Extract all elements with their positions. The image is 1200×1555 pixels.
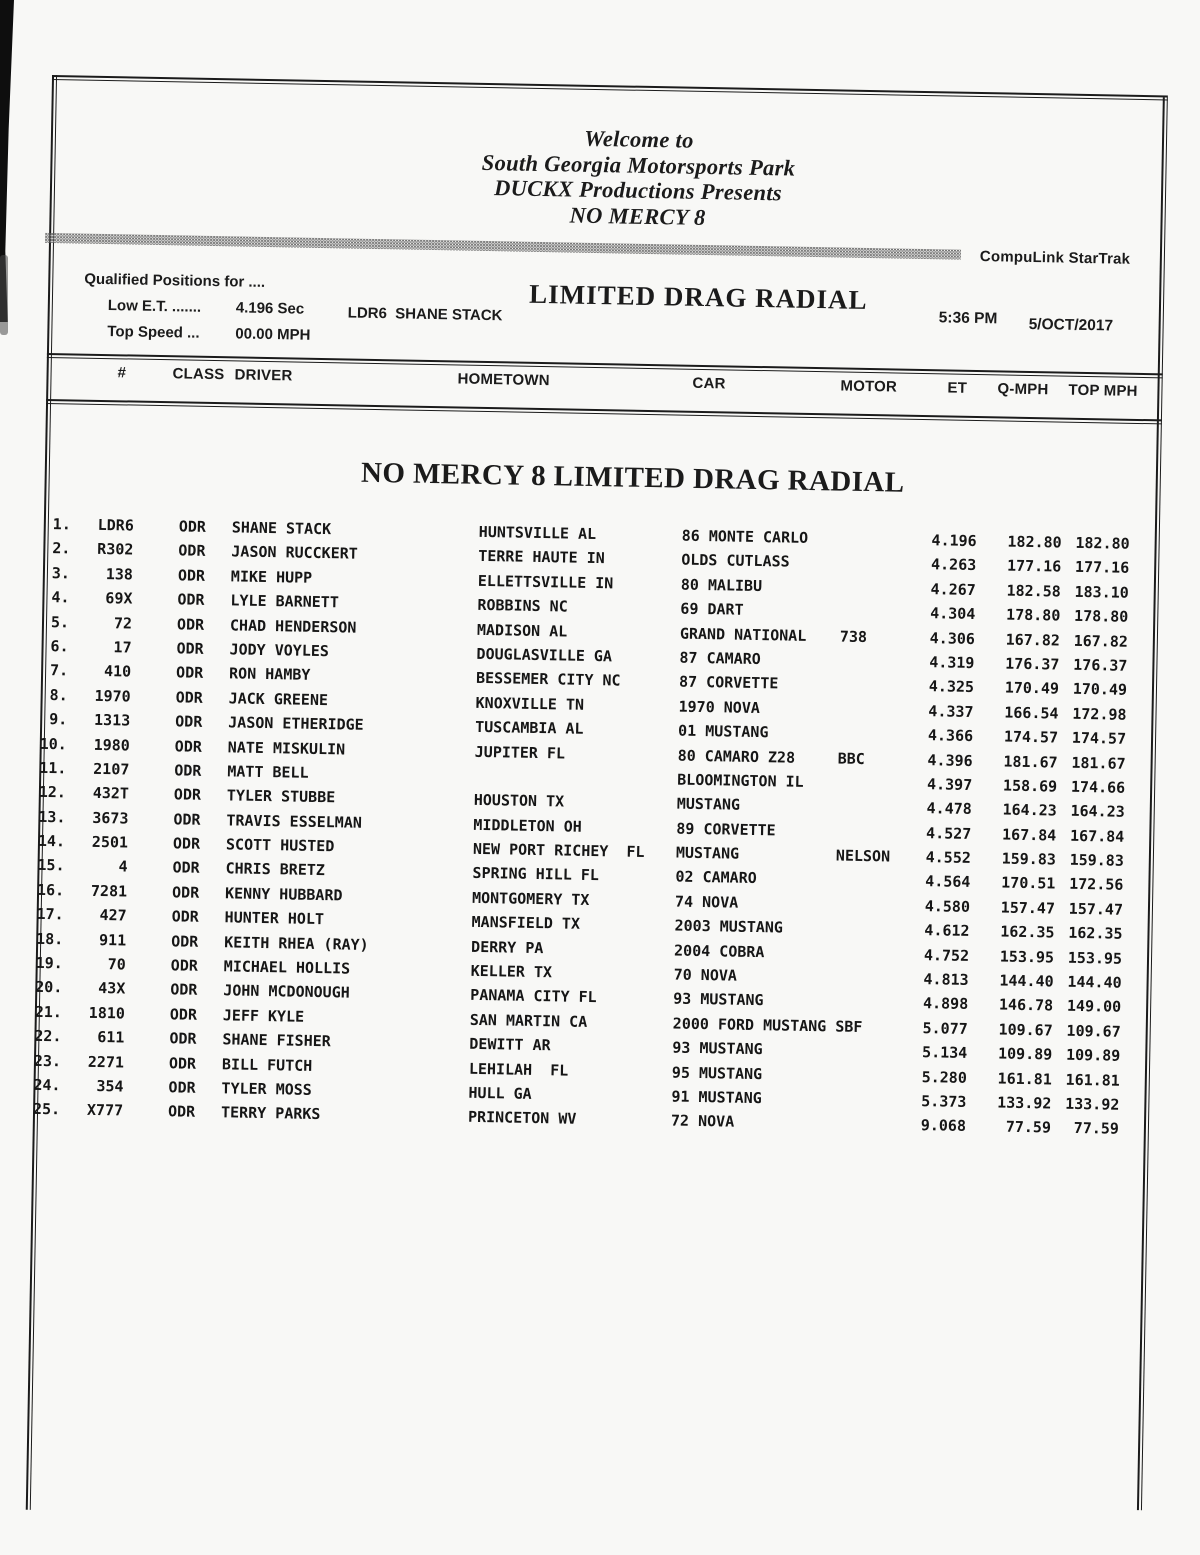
- cell-driver: JOHN MCDONOUGH: [223, 981, 350, 1003]
- cell-position: 19.: [35, 953, 63, 973]
- cell-topmph: 183.10: [1074, 582, 1129, 602]
- cell-car: 86 MONTE CARLO: [681, 526, 809, 547]
- cell-topmph: 161.81: [1065, 1070, 1120, 1090]
- cell-car-number: 354: [96, 1076, 124, 1096]
- cell-qmph: 77.59: [1005, 1118, 1052, 1137]
- cell-motor: 738: [839, 627, 868, 646]
- cell-class: ODR: [175, 688, 203, 707]
- cell-car: GRAND NATIONAL: [679, 624, 807, 645]
- cell-car-number: 72: [113, 613, 133, 633]
- cell-class: ODR: [178, 517, 207, 536]
- cell-position: 17.: [36, 905, 64, 924]
- cell-car-number: 1970: [94, 686, 131, 706]
- cell-class: ODR: [173, 785, 202, 805]
- top-speed-label: Top Speed ...: [107, 323, 200, 342]
- cell-topmph: 109.67: [1066, 1021, 1121, 1041]
- column-header-hometown: HOMETOWN: [457, 370, 550, 390]
- cell-hometown: HOUSTON TX: [473, 791, 565, 811]
- cell-position: 16.: [36, 880, 65, 900]
- cell-driver: RON HAMBY: [228, 664, 311, 685]
- cell-hometown: KELLER TX: [470, 961, 553, 982]
- cell-hometown: KNOXVILLE TN: [475, 693, 585, 714]
- cell-class: ODR: [175, 712, 203, 731]
- cell-topmph: 159.83: [1069, 850, 1124, 870]
- cell-car-number: 3673: [92, 808, 129, 828]
- cell-hometown: PANAMA CITY FL: [470, 986, 597, 1007]
- cell-qmph: 181.67: [1003, 752, 1058, 772]
- print-time: 5:36 PM: [938, 309, 998, 328]
- cell-class: ODR: [169, 1005, 198, 1024]
- cell-position: 4.: [51, 588, 70, 607]
- cell-car: 80 MALIBU: [680, 575, 763, 595]
- cell-class: ODR: [171, 931, 199, 951]
- cell-et: 4.612: [924, 921, 970, 941]
- cell-topmph: 133.92: [1065, 1094, 1120, 1114]
- cell-qmph: 178.80: [1005, 605, 1061, 625]
- cell-driver: JASON RUCCKERT: [231, 542, 358, 564]
- cell-hometown: DERRY PA: [470, 937, 544, 957]
- column-header-qmph: Q-MPH: [997, 380, 1049, 399]
- section-title: NO MERCY 8 LIMITED DRAG RADIAL: [360, 456, 905, 499]
- welcome-line-4: NO MERCY 8: [569, 202, 706, 230]
- cell-et: 5.134: [921, 1043, 968, 1063]
- cell-class: ODR: [177, 590, 205, 610]
- cell-position: 2.: [52, 539, 71, 558]
- cell-et: 4.564: [925, 872, 971, 892]
- scanner-edge-smudge: [0, 255, 8, 335]
- cell-car-number: 911: [98, 930, 127, 950]
- cell-motor: NELSON: [835, 846, 891, 866]
- cell-car: 93 MUSTANG: [673, 989, 764, 1010]
- cell-driver: JODY VOYLES: [229, 640, 330, 661]
- cell-et: 5.077: [922, 1018, 968, 1038]
- cell-et: 4.325: [928, 677, 975, 697]
- cell-position: 3.: [51, 563, 71, 583]
- cell-position: 6.: [50, 637, 69, 656]
- cell-car: MUSTANG: [676, 794, 741, 815]
- cell-driver: KEITH RHEA (RAY): [224, 932, 369, 954]
- cell-topmph: 172.98: [1072, 704, 1127, 724]
- cell-car: 87 CORVETTE: [678, 672, 779, 693]
- cell-car-number: 69X: [105, 589, 133, 608]
- cell-position: 25.: [32, 1100, 61, 1119]
- cell-position: 22.: [34, 1027, 62, 1046]
- cell-hometown: ELLETTSVILLE IN: [477, 571, 614, 593]
- cell-qmph: 109.89: [997, 1044, 1053, 1064]
- cell-class: ODR: [175, 663, 204, 683]
- cell-position: 15.: [37, 856, 65, 875]
- cell-hometown: SPRING HILL FL: [472, 864, 600, 885]
- cell-qmph: 157.47: [1000, 898, 1056, 918]
- cell-car: 91 MUSTANG: [671, 1087, 762, 1108]
- cell-et: 4.196: [931, 531, 977, 551]
- cell-class: ODR: [172, 858, 200, 878]
- cell-qmph: 109.67: [998, 1020, 1053, 1040]
- cell-car-number: 2107: [93, 759, 130, 779]
- cell-hometown: HUNTSVILLE AL: [478, 522, 597, 544]
- cell-position: 7.: [49, 661, 69, 680]
- welcome-line-1: Welcome to: [584, 125, 694, 153]
- cell-qmph: 158.69: [1002, 776, 1058, 796]
- cell-class: ODR: [171, 907, 199, 927]
- cell-class: ODR: [177, 566, 206, 585]
- cell-qmph: 182.58: [1006, 581, 1061, 601]
- top-speed-value: 00.00 MPH: [235, 325, 311, 344]
- cell-hometown: DOUGLASVILLE GA: [476, 644, 613, 666]
- compulink-startrak-label: CompuLink StarTrak: [979, 248, 1131, 268]
- cell-qmph: 167.82: [1005, 630, 1061, 650]
- cell-car: 93 MUSTANG: [672, 1038, 763, 1059]
- cell-qmph: 177.16: [1006, 556, 1062, 576]
- cell-topmph: 144.40: [1067, 972, 1122, 992]
- cell-topmph: 149.00: [1066, 997, 1122, 1017]
- cell-driver: CHRIS BRETZ: [225, 859, 326, 880]
- cell-driver: TYLER STUBBE: [226, 786, 336, 807]
- cell-qmph: 153.95: [999, 947, 1055, 967]
- cell-et: 4.397: [926, 775, 973, 794]
- cell-hometown: MIDDLETON OH: [473, 815, 582, 836]
- cell-topmph: 172.56: [1069, 875, 1124, 895]
- cell-driver: HUNTER HOLT: [224, 908, 325, 929]
- cell-class: ODR: [171, 883, 200, 902]
- cell-et: 4.527: [925, 823, 972, 843]
- cell-qmph: 166.54: [1004, 703, 1059, 723]
- cell-class: ODR: [178, 541, 206, 561]
- cell-et: 4.366: [927, 726, 974, 746]
- cell-car: 1970 NOVA: [678, 697, 761, 717]
- cell-driver: TYLER MOSS: [221, 1079, 312, 1099]
- cell-driver: SHANE FISHER: [222, 1030, 331, 1051]
- cell-et: 4.580: [924, 896, 971, 916]
- qualified-positions-label: Qualified Positions for ....: [84, 270, 266, 291]
- column-header-topmph: TOP MPH: [1068, 381, 1138, 400]
- cell-driver: MATT BELL: [227, 762, 309, 782]
- cell-et: 4.752: [923, 945, 970, 965]
- cell-topmph: 177.16: [1074, 558, 1130, 578]
- cell-driver: KENNY HUBBARD: [224, 884, 343, 905]
- cell-class: ODR: [168, 1078, 196, 1097]
- cell-car-number: LDR6: [97, 515, 134, 535]
- cell-car: 69 DART: [680, 599, 744, 619]
- cell-et: 5.280: [921, 1067, 968, 1087]
- cell-car-number: 138: [105, 564, 134, 584]
- cell-topmph: 181.67: [1071, 753, 1126, 773]
- cell-et: 4.478: [926, 799, 972, 819]
- cell-position: 24.: [33, 1075, 61, 1095]
- cell-class: ODR: [170, 956, 199, 975]
- cell-et: 5.373: [921, 1092, 967, 1111]
- cell-class: ODR: [174, 736, 203, 756]
- cell-et: 4.337: [928, 701, 974, 721]
- cell-position: 23.: [33, 1051, 62, 1070]
- cell-topmph: 109.89: [1065, 1045, 1121, 1065]
- cell-car-number: 432T: [92, 784, 130, 803]
- cell-car: 74 NOVA: [674, 892, 739, 912]
- cell-car-number: 1810: [88, 1003, 126, 1023]
- cell-hometown: HULL GA: [468, 1083, 532, 1103]
- cell-qmph: 182.80: [1007, 532, 1062, 552]
- cell-hometown: JUPITER FL: [474, 742, 566, 763]
- cell-driver: JEFF KYLE: [222, 1006, 305, 1026]
- cell-topmph: 167.84: [1069, 826, 1125, 846]
- cell-driver: SCOTT HUSTED: [225, 835, 335, 856]
- cell-driver: CHAD HENDERSON: [229, 615, 357, 637]
- cell-car: 2004 COBRA: [673, 941, 765, 961]
- cell-hometown: DEWITT AR: [469, 1035, 551, 1055]
- cell-car: MUSTANG: [675, 843, 740, 863]
- cell-qmph: 144.40: [999, 971, 1054, 991]
- low-et-holder: LDR6 SHANE STACK: [347, 304, 503, 325]
- cell-car: 2003 MUSTANG: [674, 916, 784, 937]
- cell-qmph: 146.78: [998, 995, 1054, 1015]
- cell-car-number: 17: [113, 638, 132, 657]
- cell-position: 13.: [38, 807, 66, 827]
- cell-driver: JACK GREENE: [228, 689, 329, 709]
- cell-topmph: 77.59: [1073, 1119, 1120, 1139]
- cell-driver: TERRY PARKS: [220, 1103, 321, 1124]
- cell-et: 4.267: [930, 579, 976, 599]
- cell-car: 89 CORVETTE: [676, 819, 776, 840]
- cell-car-number: 2271: [87, 1052, 125, 1072]
- cell-car: 02 CAMARO: [675, 868, 757, 888]
- print-date: 5/OCT/2017: [1028, 315, 1114, 335]
- cell-car-number: 2501: [91, 832, 129, 852]
- cell-position: 12.: [38, 783, 67, 802]
- cell-class: ODR: [168, 1053, 197, 1073]
- cell-hometown: ROBBINS NC: [477, 596, 568, 616]
- cell-qmph: 164.23: [1002, 800, 1057, 820]
- cell-car-number: 4: [118, 857, 128, 876]
- cell-et: 4.898: [922, 994, 969, 1014]
- cell-position: 11.: [39, 758, 67, 778]
- cell-car: 01 MUSTANG: [677, 721, 769, 742]
- cell-qmph: 176.37: [1005, 654, 1060, 674]
- welcome-heading: [177, 118, 1099, 237]
- column-header-car: CAR: [692, 374, 726, 393]
- cell-driver: SHANE STACK: [231, 518, 332, 539]
- cell-driver: BILL FUTCH: [221, 1054, 313, 1075]
- cell-topmph: 178.80: [1073, 606, 1129, 626]
- cell-car-number: 427: [99, 906, 127, 925]
- cell-qmph: 133.92: [997, 1093, 1052, 1113]
- cell-et: 4.319: [929, 653, 975, 672]
- low-et-value: 4.196 Sec: [235, 299, 305, 318]
- cell-class: ODR: [174, 761, 202, 780]
- cell-qmph: 162.35: [1000, 922, 1055, 942]
- cell-topmph: 162.35: [1068, 924, 1123, 944]
- cell-position: 5.: [50, 612, 70, 631]
- cell-hometown: LEHILAH FL: [468, 1059, 569, 1080]
- cell-qmph: 174.57: [1003, 727, 1059, 747]
- cell-driver: MIKE HUPP: [230, 567, 313, 587]
- cell-hometown: TERRE HAUTE IN: [478, 547, 605, 568]
- cell-car-number: 1980: [93, 735, 130, 755]
- cell-position: 18.: [35, 929, 64, 948]
- welcome-line-2: South Georgia Motorsports Park: [481, 149, 796, 181]
- cell-driver: LYLE BARNETT: [230, 591, 339, 612]
- cell-hometown: MONTGOMERY TX: [471, 888, 590, 909]
- cell-class: ODR: [173, 810, 201, 829]
- cell-class: ODR: [169, 1029, 197, 1049]
- cell-hometown: NEW PORT RICHEY FL: [472, 839, 645, 862]
- cell-car-number: 7281: [90, 881, 128, 901]
- column-header-class: CLASS: [172, 365, 225, 384]
- cell-et: 4.813: [923, 970, 969, 989]
- cell-et: 4.306: [929, 628, 976, 648]
- welcome-line-3: DUCKX Productions Presents: [493, 175, 783, 206]
- cell-car-number: 43X: [98, 979, 126, 998]
- cell-driver: JASON ETHERIDGE: [228, 713, 364, 734]
- low-et-label: Low E.T. .......: [107, 297, 202, 316]
- cell-topmph: 164.23: [1070, 802, 1125, 822]
- cell-qmph: 159.83: [1001, 849, 1057, 869]
- cell-motor: BBC: [837, 749, 865, 768]
- cell-hometown: TUSCAMBIA AL: [475, 717, 584, 738]
- cell-position: 1.: [52, 515, 71, 534]
- cell-car: 2000 FORD MUSTANG SBF: [672, 1014, 863, 1036]
- cell-class: ODR: [167, 1102, 196, 1122]
- cell-car-number: 70: [107, 955, 126, 974]
- cell-topmph: 174.57: [1071, 728, 1127, 748]
- cell-position: 8.: [49, 685, 68, 705]
- cell-class: ODR: [176, 639, 204, 658]
- cell-qmph: 167.84: [1001, 825, 1057, 845]
- cell-car-number: R302: [97, 540, 134, 559]
- cell-class: ODR: [172, 834, 201, 853]
- cell-car: 70 NOVA: [673, 965, 738, 985]
- cell-car-number: 611: [97, 1028, 125, 1047]
- cell-position: 9.: [49, 710, 68, 729]
- column-header-et: ET: [947, 379, 968, 397]
- event-class-title: LIMITED DRAG RADIAL: [528, 278, 868, 315]
- frame-top-border: [52, 75, 1168, 100]
- cell-et: 4.552: [925, 848, 972, 868]
- cell-topmph: 174.66: [1070, 777, 1126, 797]
- results-rows: [26, 512, 1147, 1142]
- cell-car-number: X777: [86, 1101, 124, 1120]
- cell-topmph: 170.49: [1072, 680, 1128, 700]
- cell-position: 21.: [34, 1002, 63, 1022]
- cell-driver: MICHAEL HOLLIS: [223, 957, 351, 978]
- cell-position: 14.: [37, 831, 66, 851]
- cell-car: 72 NOVA: [670, 1111, 735, 1132]
- cell-position: 10.: [39, 734, 67, 753]
- cell-et: 4.396: [927, 750, 973, 770]
- cell-hometown: BESSEMER CITY NC: [475, 669, 621, 690]
- cell-topmph: 182.80: [1075, 533, 1130, 553]
- column-header-driver: DRIVER: [234, 366, 293, 385]
- cell-car: OLDS CUTLASS: [681, 551, 790, 571]
- cell-car: 95 MUSTANG: [671, 1063, 763, 1083]
- cell-hometown: MANSFIELD TX: [471, 913, 581, 934]
- cell-class: ODR: [170, 980, 198, 1000]
- cell-driver: NATE MISKULIN: [227, 737, 346, 758]
- cell-car-number: 410: [103, 662, 132, 681]
- halftone-divider-band: [45, 233, 961, 260]
- cell-driver: TRAVIS ESSELMAN: [226, 811, 363, 832]
- column-header-number: #: [117, 364, 127, 382]
- cell-car: BLOOMINGTON IL: [677, 770, 804, 791]
- cell-et: 4.263: [930, 555, 977, 575]
- cell-car: 80 CAMARO Z28: [677, 746, 796, 767]
- cell-topmph: 167.82: [1073, 631, 1129, 651]
- column-header-motor: MOTOR: [840, 377, 898, 396]
- cell-qmph: 161.81: [997, 1069, 1052, 1089]
- cell-topmph: 157.47: [1068, 899, 1124, 919]
- cell-et: 4.304: [930, 604, 976, 624]
- cell-hometown: PRINCETON WV: [467, 1108, 577, 1129]
- cell-class: ODR: [176, 614, 205, 634]
- cell-qmph: 170.49: [1004, 678, 1060, 698]
- cell-car: 87 CAMARO: [679, 648, 761, 669]
- cell-hometown: SAN MARTIN CA: [469, 1010, 588, 1031]
- cell-qmph: 170.51: [1001, 873, 1056, 893]
- cell-topmph: 176.37: [1073, 655, 1128, 675]
- cell-topmph: 153.95: [1067, 948, 1123, 968]
- cell-position: 20.: [35, 978, 63, 997]
- cell-hometown: MADISON AL: [476, 620, 568, 641]
- cell-et: 9.068: [920, 1116, 967, 1136]
- cell-car-number: 1313: [93, 711, 131, 730]
